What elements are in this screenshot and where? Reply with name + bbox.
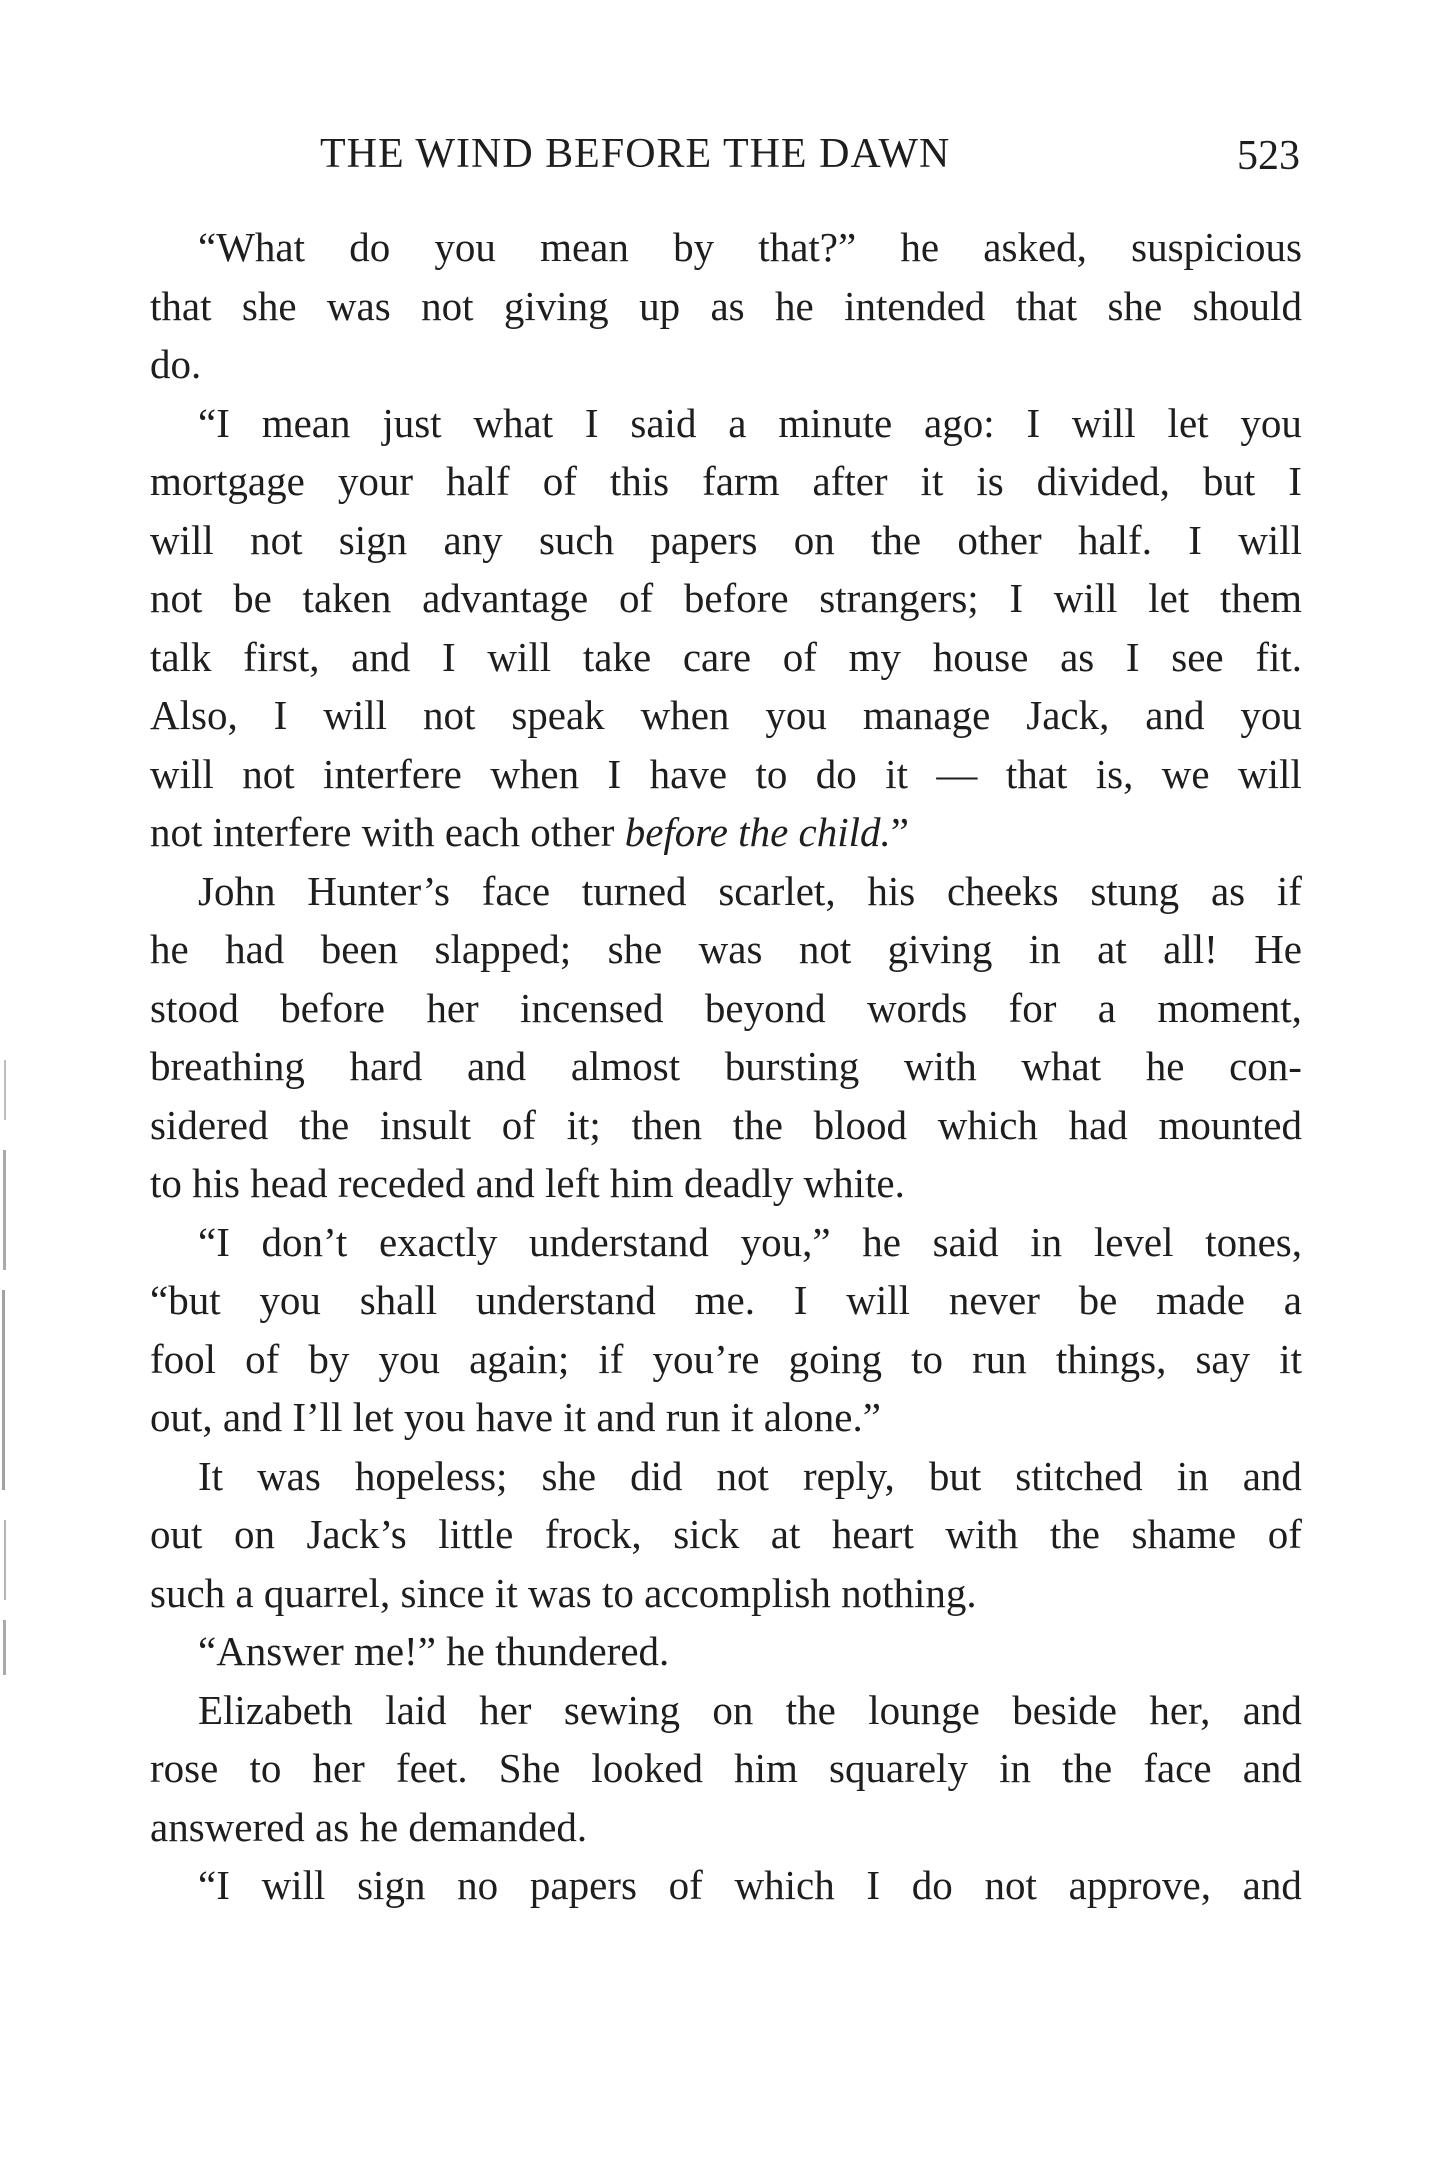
text-line: such a quarrel, since it was to accomplish nothing.	[150, 1569, 977, 1616]
word: “What	[198, 224, 305, 270]
word: before	[280, 984, 385, 1031]
word: rose	[150, 1745, 219, 1791]
word: was	[698, 926, 763, 972]
word: it	[920, 458, 944, 504]
word: giving	[503, 282, 609, 329]
word: if	[1276, 867, 1302, 914]
text-line	[150, 803, 1302, 862]
word: at	[1097, 926, 1127, 972]
word: do	[911, 1862, 953, 1908]
word: for	[1008, 984, 1057, 1031]
word: understand	[475, 1277, 656, 1323]
word: you’re	[652, 1335, 760, 1382]
word: face	[1143, 1745, 1212, 1791]
word: “but	[150, 1277, 221, 1323]
word: not	[242, 750, 295, 797]
word: before	[683, 575, 789, 621]
word: I	[607, 750, 622, 797]
word: level	[1093, 1218, 1174, 1265]
text-line	[150, 1739, 1302, 1798]
text-line	[150, 1037, 1302, 1096]
word: John	[198, 867, 276, 914]
word: he	[862, 1218, 901, 1265]
word: approve,	[1068, 1862, 1211, 1908]
word: me.	[694, 1277, 755, 1323]
word: She	[498, 1745, 561, 1791]
word: stood	[150, 984, 239, 1031]
word: fit.	[1255, 633, 1302, 680]
text-line	[150, 1271, 1302, 1330]
word: hopeless;	[354, 1452, 508, 1499]
word: out	[150, 1511, 203, 1557]
word: in	[1028, 926, 1061, 972]
word: by	[308, 1335, 350, 1382]
word: when	[640, 692, 730, 738]
word: interfere	[323, 750, 462, 797]
word: mean	[540, 224, 629, 270]
word: will	[1238, 750, 1302, 797]
closing-quote: ”	[890, 809, 909, 855]
word: to	[911, 1335, 944, 1382]
word: let	[1148, 575, 1190, 621]
word: she	[241, 282, 297, 329]
word: them	[1219, 575, 1302, 621]
word: hard	[349, 1043, 423, 1089]
word: let	[1167, 399, 1209, 446]
word: not	[984, 1862, 1037, 1908]
word: and	[1242, 1686, 1302, 1733]
word: that	[150, 282, 212, 329]
word: to	[755, 750, 788, 797]
word: we	[1161, 750, 1210, 797]
word: will	[1071, 399, 1136, 446]
word: don’t	[261, 1218, 348, 1265]
word: been	[320, 926, 399, 972]
word: on	[793, 516, 835, 563]
text-line	[150, 686, 1302, 745]
word: she	[541, 1452, 597, 1499]
word: not	[798, 926, 852, 972]
word: what	[1021, 1043, 1102, 1089]
text-line	[150, 218, 1302, 277]
word: all!	[1163, 926, 1218, 972]
word: that	[1005, 750, 1068, 797]
word: Hunter’s	[307, 867, 450, 914]
word: his	[867, 867, 916, 914]
word: laid	[385, 1686, 447, 1733]
word: he	[150, 926, 189, 972]
word: again;	[469, 1335, 570, 1382]
word: frock,	[544, 1511, 642, 1557]
word: a	[1283, 1277, 1302, 1323]
word: house	[932, 633, 1029, 680]
word: heart	[831, 1511, 914, 1557]
word: of	[245, 1335, 280, 1382]
word: it	[1279, 1335, 1302, 1382]
word: moment,	[1157, 984, 1302, 1031]
word: turned	[581, 867, 687, 914]
word: as	[1060, 633, 1095, 680]
word: not	[421, 282, 474, 329]
text-line	[150, 277, 1302, 336]
word: beyond	[704, 984, 826, 1031]
word: a	[728, 399, 747, 446]
word: words	[866, 984, 968, 1031]
word: which	[734, 1862, 835, 1908]
word: it	[885, 750, 908, 797]
word: “I	[198, 1218, 230, 1265]
word: exactly	[378, 1218, 498, 1265]
word: no	[457, 1862, 499, 1908]
word: in	[1176, 1452, 1209, 1499]
text-line	[150, 1505, 1302, 1564]
word: and	[1242, 1745, 1302, 1791]
word: do	[349, 224, 391, 270]
word: minute	[778, 399, 893, 446]
word: talk	[150, 633, 212, 680]
word: said	[630, 399, 697, 446]
word: ago:	[924, 399, 995, 446]
word: is	[976, 458, 1004, 504]
word: He	[1254, 926, 1302, 972]
word: never	[948, 1277, 1040, 1323]
word: with	[945, 1511, 1019, 1557]
text-line: out, and I’ll let you have it and run it alone.”	[150, 1394, 881, 1440]
word: your	[337, 458, 413, 504]
word: sign	[357, 1862, 426, 1908]
word: will	[261, 1862, 326, 1908]
word: you	[378, 1335, 440, 1382]
word: understand	[529, 1218, 709, 1265]
word: her	[479, 1686, 532, 1733]
text-line	[150, 862, 1302, 921]
word: squarely	[829, 1745, 968, 1791]
word: advantage	[422, 575, 589, 621]
word: was	[326, 282, 391, 329]
word: half	[445, 458, 510, 504]
word: farm	[702, 458, 780, 504]
word: It	[198, 1452, 224, 1499]
word: breathing	[150, 1043, 305, 1089]
italic-phrase: before the child.	[624, 809, 891, 855]
word: and	[351, 633, 411, 680]
word: as	[1210, 867, 1246, 914]
word: I	[793, 1277, 808, 1323]
word: strangers;	[819, 575, 979, 621]
word: half.	[1077, 516, 1152, 563]
word: be	[1078, 1277, 1118, 1323]
word: I	[1009, 575, 1024, 621]
word: of	[501, 1101, 536, 1148]
word: not	[716, 1452, 769, 1499]
word: “I	[198, 399, 230, 446]
word: will	[1238, 516, 1302, 563]
word: and	[1242, 1862, 1302, 1908]
word: was	[257, 1452, 321, 1499]
word: my	[848, 633, 902, 680]
word: have	[649, 750, 728, 797]
text-line: answered as he demanded.	[150, 1803, 588, 1850]
word: I	[1125, 633, 1140, 680]
word: she	[1107, 282, 1163, 329]
word: intended	[844, 282, 986, 329]
word: see	[1171, 633, 1224, 680]
word: suspicious	[1131, 224, 1302, 270]
word: I	[1026, 399, 1041, 446]
word: on	[233, 1511, 275, 1557]
word: then	[631, 1101, 703, 1148]
word: with	[903, 1043, 977, 1089]
text-line	[150, 511, 1302, 570]
text-line	[150, 920, 1302, 979]
word: you	[1240, 399, 1302, 446]
word: in	[999, 1745, 1031, 1791]
text-line: do.	[150, 341, 202, 387]
word: giving	[887, 926, 993, 972]
word: I	[1288, 458, 1302, 504]
word: after	[812, 458, 888, 504]
word: first,	[243, 633, 320, 680]
word: the	[299, 1101, 350, 1148]
word: she	[607, 926, 663, 972]
word: the	[732, 1101, 783, 1148]
text-line-start: not interfere with each other	[150, 809, 625, 855]
word: feet.	[395, 1745, 468, 1791]
text-line	[150, 394, 1302, 453]
text-line	[150, 1330, 1302, 1389]
word: Jack,	[1026, 692, 1110, 738]
word: blood	[813, 1101, 907, 1148]
word: divided,	[1036, 458, 1170, 504]
word: when	[490, 750, 580, 797]
text-line	[150, 979, 1302, 1038]
word: papers	[529, 1862, 637, 1908]
word: other	[957, 516, 1042, 563]
word: I	[866, 1862, 881, 1908]
word: do	[815, 750, 857, 797]
word: Elizabeth	[198, 1686, 353, 1733]
word: mounted	[1158, 1101, 1302, 1148]
word: the	[1049, 1511, 1100, 1557]
word: her	[312, 1745, 365, 1791]
word: beside	[1012, 1686, 1117, 1733]
word: care	[682, 633, 752, 680]
word: just	[382, 399, 442, 446]
word: should	[1192, 282, 1302, 329]
body-text	[150, 218, 1302, 1915]
word: will	[1053, 575, 1118, 621]
word: will	[150, 750, 214, 797]
running-head	[150, 130, 1300, 190]
word: of	[542, 458, 577, 504]
word: —	[936, 750, 978, 797]
word: I	[273, 692, 288, 738]
word: if	[598, 1335, 624, 1382]
word: had	[1068, 1101, 1128, 1148]
text-line	[150, 1096, 1302, 1155]
text-line	[150, 1213, 1302, 1272]
text-line	[150, 628, 1302, 687]
word: in	[1030, 1218, 1063, 1265]
word: by	[673, 224, 715, 270]
word: of	[782, 633, 817, 680]
word: fool	[150, 1335, 217, 1382]
word: papers	[650, 516, 758, 563]
word: not	[422, 692, 476, 738]
word: things,	[1055, 1335, 1167, 1382]
word: not	[150, 575, 203, 621]
word: it;	[566, 1101, 601, 1148]
word: had	[225, 926, 285, 972]
word: insult	[379, 1101, 472, 1148]
word: I	[1188, 516, 1202, 563]
text-line: “Answer me!” he thundered.	[198, 1628, 670, 1674]
word: scarlet,	[718, 867, 836, 914]
word: not	[250, 516, 303, 563]
word: and	[1145, 692, 1205, 738]
word: sewing	[563, 1686, 680, 1733]
word: which	[937, 1101, 1038, 1148]
word: will	[846, 1277, 911, 1323]
word: to	[249, 1745, 282, 1791]
text-line	[150, 1856, 1302, 1915]
word: and	[466, 1043, 527, 1089]
word: sign	[338, 516, 408, 563]
text-line: to his head receded and left him deadly white.	[150, 1160, 905, 1206]
word: but	[1202, 458, 1256, 504]
text-line	[150, 452, 1302, 511]
word: Jack’s	[306, 1511, 407, 1557]
word: cheeks	[946, 867, 1059, 914]
word: Also,	[150, 692, 238, 738]
word: said	[932, 1218, 999, 1265]
word: shall	[359, 1277, 438, 1323]
word: of	[1267, 1511, 1302, 1557]
word: incensed	[520, 984, 664, 1031]
word: that?”	[758, 224, 857, 270]
word: on	[712, 1686, 754, 1733]
word: almost	[570, 1043, 681, 1089]
word: is,	[1095, 750, 1134, 797]
word: manage	[862, 692, 991, 738]
word: such	[538, 516, 615, 563]
word: run	[972, 1335, 1027, 1382]
binding-shadow-mark	[0, 1060, 18, 1680]
word: but	[928, 1452, 982, 1499]
word: the	[1062, 1745, 1113, 1791]
word: be	[233, 575, 272, 621]
word: did	[630, 1452, 683, 1499]
word: face	[481, 867, 551, 914]
word: looked	[591, 1745, 703, 1791]
text-line	[150, 569, 1302, 628]
word: mean	[261, 399, 351, 446]
word: taken	[302, 575, 392, 621]
word: reply,	[802, 1452, 895, 1499]
word: I	[584, 399, 599, 446]
word: the	[871, 516, 922, 563]
word: bursting	[724, 1043, 860, 1089]
word: you	[765, 692, 827, 738]
word: of	[668, 1862, 703, 1908]
word: as	[710, 282, 745, 329]
word: up	[639, 282, 681, 329]
word: you	[434, 224, 496, 270]
text-line	[150, 745, 1302, 804]
word: stitched	[1015, 1452, 1143, 1499]
word: will	[323, 692, 388, 738]
word: you,”	[740, 1218, 831, 1265]
word: him	[734, 1745, 798, 1791]
word: asked,	[983, 224, 1087, 270]
word: and	[1242, 1452, 1302, 1499]
word: what	[473, 399, 554, 446]
word: you	[1240, 692, 1302, 738]
word: any	[443, 516, 503, 563]
word: he	[775, 282, 814, 329]
word: con-	[1229, 1043, 1302, 1089]
word: little	[438, 1511, 514, 1557]
word: her,	[1149, 1686, 1211, 1733]
word: the	[785, 1686, 836, 1733]
word: mortgage	[150, 458, 305, 504]
word: her	[426, 984, 479, 1031]
word: he	[1145, 1043, 1185, 1089]
word: I	[442, 633, 456, 680]
word: sick	[673, 1511, 740, 1557]
running-title: THE WIND BEFORE THE DAWN	[320, 131, 951, 177]
text-line	[150, 1447, 1302, 1506]
word: tones,	[1205, 1218, 1302, 1265]
word: of	[618, 575, 654, 621]
word: will	[150, 516, 214, 563]
word: take	[582, 633, 652, 680]
word: say	[1195, 1335, 1251, 1382]
word: will	[487, 633, 552, 680]
word: lounge	[868, 1686, 980, 1733]
word: you	[259, 1277, 321, 1323]
word: going	[788, 1335, 883, 1382]
word: stung	[1090, 867, 1180, 914]
word: he	[900, 224, 940, 270]
word: this	[609, 458, 670, 504]
word: slapped;	[434, 926, 572, 972]
word: a	[1097, 984, 1116, 1031]
text-line	[150, 1681, 1302, 1740]
page-number: 523	[1237, 133, 1300, 179]
word: sidered	[150, 1101, 269, 1148]
word: at	[770, 1511, 801, 1557]
word: speak	[511, 692, 605, 738]
word: shame	[1131, 1511, 1237, 1557]
word: that	[1015, 282, 1078, 329]
word: made	[1156, 1277, 1245, 1323]
word: “I	[198, 1862, 230, 1908]
